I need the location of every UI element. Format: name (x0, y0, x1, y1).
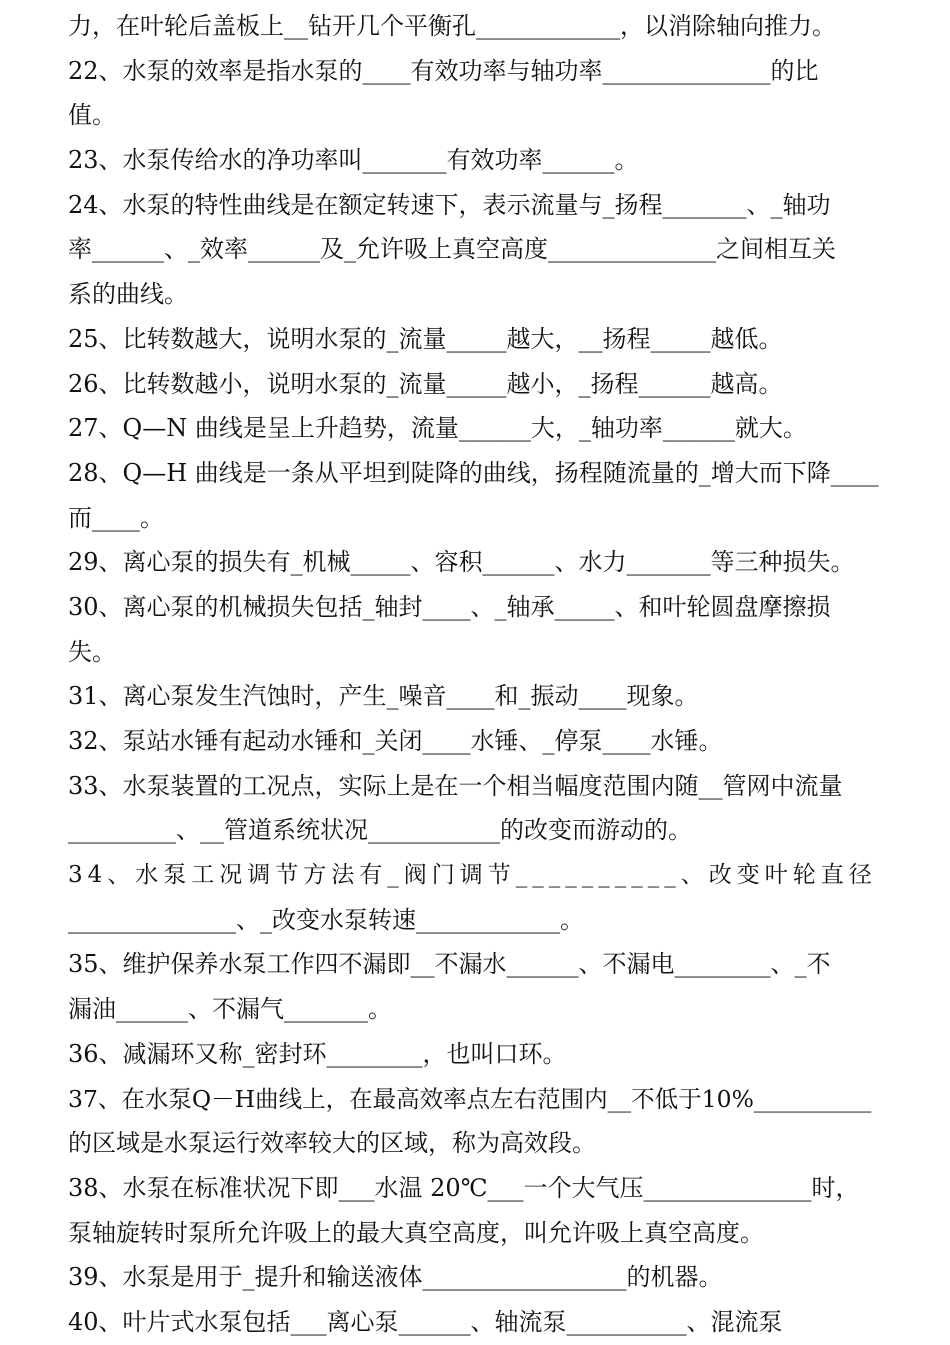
question-37-line-2: 的区域是水泵运行效率较大的区域，称为高效段。 (68, 1129, 596, 1158)
question-38-line-1: 38、水泵在标准状况下即___水温 20℃___一个大气压______________时， (68, 1173, 860, 1202)
question-33-line-1: 33、水泵装置的工况点，实际上是在一个相当幅度范围内随__管网中流量 (68, 771, 843, 800)
question-32: 32、泵站水锤有起动水锤和_关闭____水锤、_停泵____水锤。 (68, 727, 723, 755)
question-39: 39、水泵是用于_提升和输送液体_________________的机器。 (68, 1263, 723, 1292)
question-37-line-1: 37、在水泵Q－H曲线上，在最高效率点左右范围内__不低于10%__________ (68, 1084, 872, 1113)
question-24-line-3: 系的曲线。 (68, 280, 188, 309)
question-34-line-2: ______________、_改变水泵转速____________。 (68, 905, 584, 934)
question-35-line-1: 35、维护保养水泵工作四不漏即__不漏水______、不漏电________、_不 (68, 950, 831, 979)
question-30-line-1: 30、离心泵的机械损失包括_轴封____、_轴承_____、和叶轮圆盘摩擦损 (68, 592, 831, 621)
text-line-1: 力，在叶轮后盖板上__钻开几个平衡孔____________，以消除轴向推力。 (68, 12, 836, 40)
question-28-line-2: 而____。 (68, 503, 164, 532)
question-27: 27、Q—N 曲线是呈上升趋势，流量______大，_轴功率______就大。 (68, 414, 807, 443)
question-33-line-2: _________、__管道系统状况___________的改变而游动的。 (68, 816, 692, 845)
question-30-line-2: 失。 (68, 637, 116, 666)
question-22-line-1: 22、水泵的效率是指水泵的____有效功率与轴功率______________的比 (68, 56, 819, 85)
question-26: 26、比转数越小，说明水泵的_流量_____越小，_扬程______越高。 (68, 369, 783, 398)
question-38-line-2: 泵轴旋转时泵所允许吸上的最大真空高度，叫允许吸上真空高度。 (68, 1218, 764, 1247)
question-35-line-2: 漏油______、不漏气_______。 (68, 995, 392, 1024)
question-23: 23、水泵传给水的净功率叫_______有效功率______。 (68, 146, 639, 175)
question-22-line-2: 值。 (68, 101, 116, 130)
question-29: 29、离心泵的损失有_机械_____、容积______、水力_______等三种损失。 (68, 548, 855, 577)
question-36: 36、减漏环又称_密封环________，也叫口环。 (68, 1039, 567, 1068)
question-25: 25、比转数越大，说明水泵的_流量_____越大，__扬程_____越低。 (68, 324, 783, 353)
question-31: 31、离心泵发生汽蚀时，产生_噪音____和_振动____现象。 (68, 682, 699, 711)
question-34-line-1: 34、水泵工况调节方法有_阀门调节__________、改变叶轮直径 (68, 862, 877, 889)
question-28-line-1: 28、Q—H 曲线是一条从平坦到陡降的曲线，扬程随流量的_增大而下降____ (68, 458, 879, 487)
question-24-line-1: 24、水泵的特性曲线是在额定转速下，表示流量与_扬程_______、_轴功 (68, 190, 831, 219)
question-40: 40、叶片式水泵包括___离心泵______、轴流泵__________、混流泵 (68, 1307, 783, 1336)
question-24-line-2: 率______、_效率______及_允许吸上真空高度______________之间相互关 (68, 235, 836, 264)
